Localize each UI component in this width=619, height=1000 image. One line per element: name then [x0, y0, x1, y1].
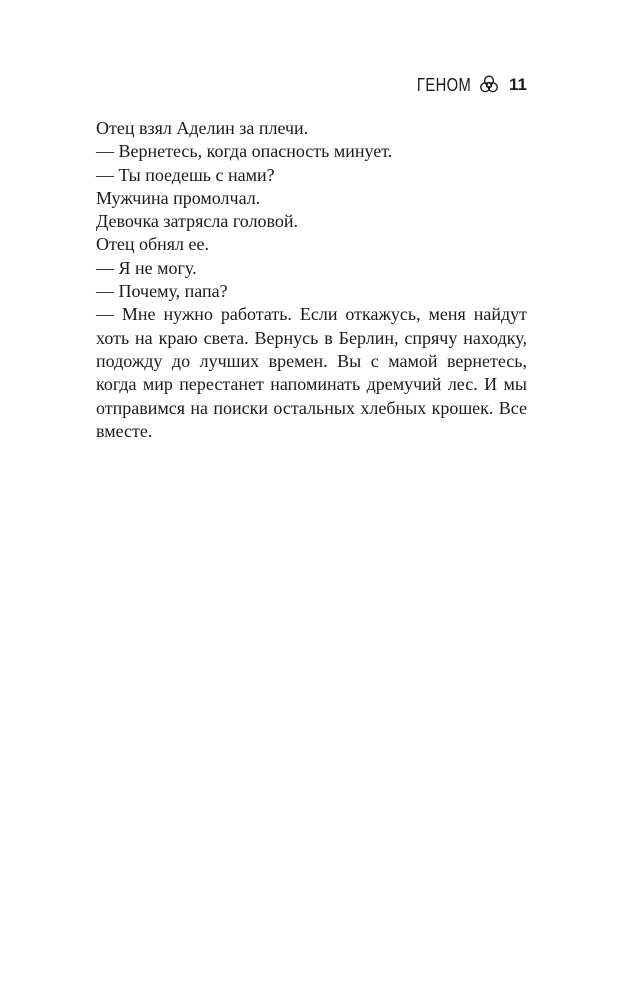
paragraph: Мужчина промолчал.: [96, 187, 261, 208]
paragraph: Девочка затрясла головой.: [96, 211, 299, 232]
dialogue-line: — Почему, папа?: [96, 281, 228, 302]
body-text: [96, 117, 527, 443]
dialogue-line: — Я не могу.: [96, 257, 197, 278]
running-header: [405, 74, 527, 96]
paragraph: Отец взял Аделин за плечи.: [96, 118, 309, 138]
paragraph: Отец обнял ее.: [96, 234, 210, 255]
dialogue-line: — Вернетесь, когда опасность минует.: [96, 141, 393, 162]
dialogue-line: — Ты поедешь с нами?: [96, 164, 275, 185]
running-header-title: ГЕНОМ: [416, 75, 472, 95]
biohazard-icon: [479, 75, 499, 95]
dialogue-paragraph: — Мне нужно работать. Если откажусь, меня найдут хоть на краю света. Вернусь в Берлин, спрячу находку, подожду до лучших времен. Вы с мамой вернетесь, когда мир перестанет напоминать дремучий лес. И мы отправимся на поиски остальных хлебных крошек. Все вместе.: [96, 304, 527, 441]
page-number: 11: [509, 75, 527, 94]
